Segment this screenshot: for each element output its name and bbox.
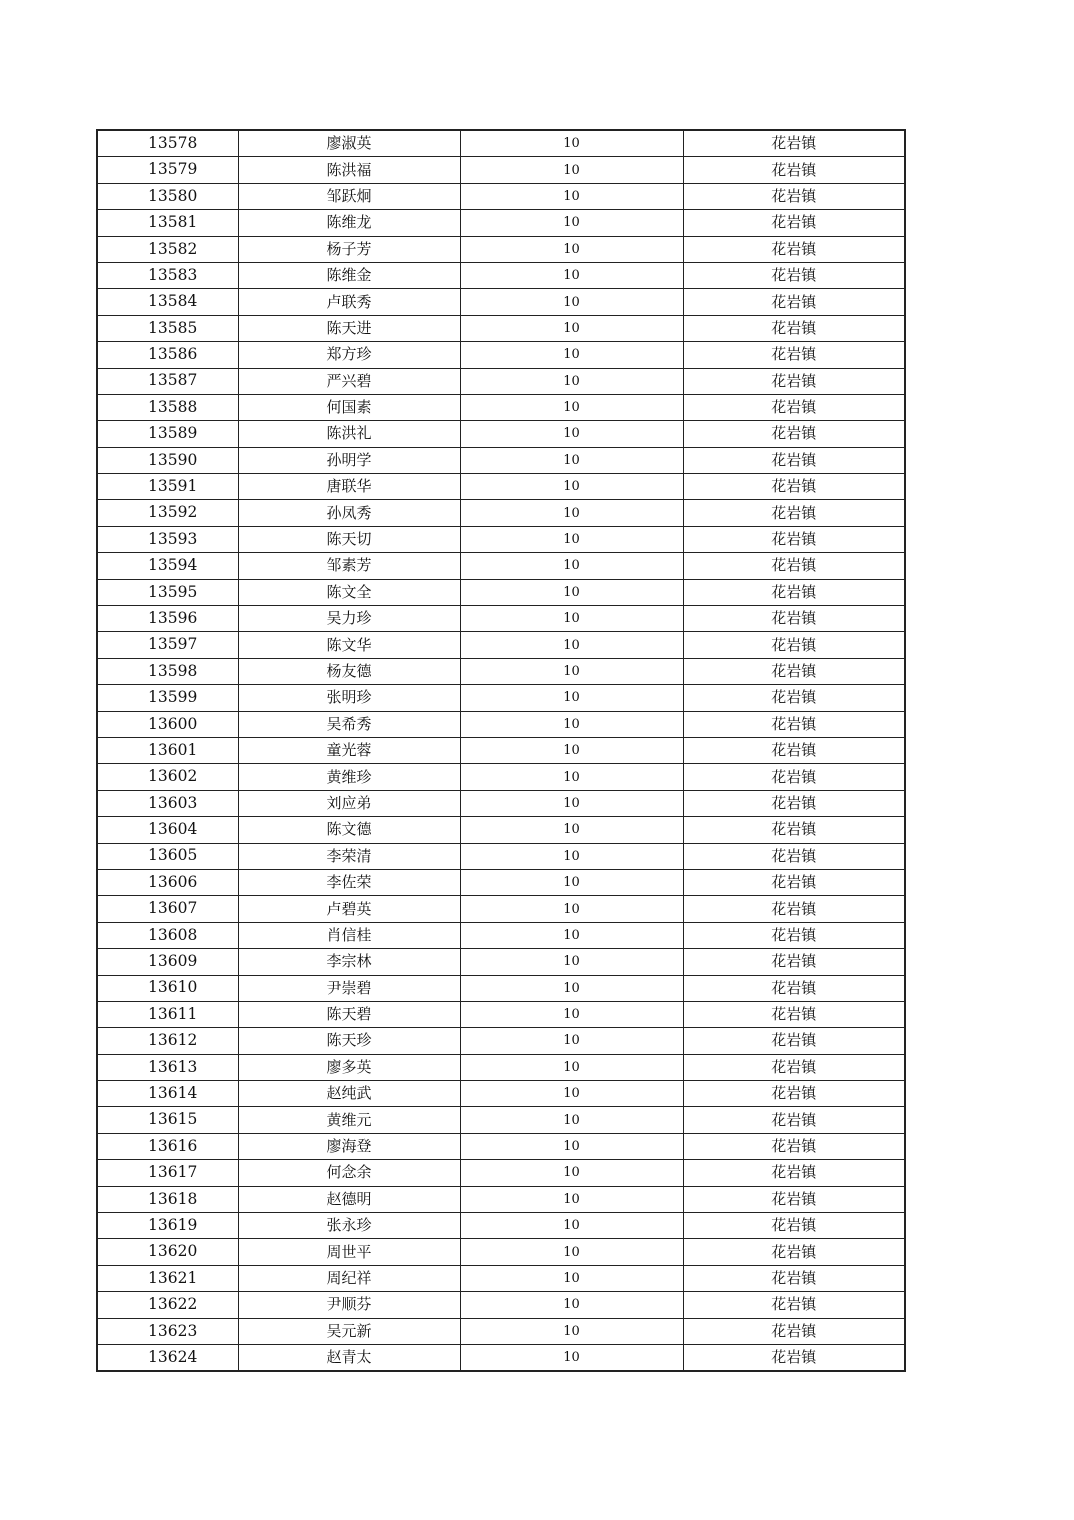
amount-cell: 10 [460, 949, 683, 975]
serial-number-cell: 13614 [97, 1081, 238, 1107]
table-row [97, 342, 905, 368]
table-row [97, 1107, 905, 1133]
amount-cell: 10 [460, 1054, 683, 1080]
serial-number-cell: 13583 [97, 262, 238, 288]
table-row [97, 1160, 905, 1186]
serial-number-cell: 13581 [97, 210, 238, 236]
amount-cell: 10 [460, 1265, 683, 1291]
serial-number-cell: 13589 [97, 421, 238, 447]
serial-number-cell: 13599 [97, 685, 238, 711]
amount-cell: 10 [460, 817, 683, 843]
town-cell: 花岩镇 [683, 1318, 905, 1344]
amount-cell: 10 [460, 1001, 683, 1027]
amount-cell: 10 [460, 843, 683, 869]
table-row [97, 790, 905, 816]
serial-number-cell: 13608 [97, 922, 238, 948]
person-name-cell: 卢碧英 [238, 896, 460, 922]
table-row [97, 632, 905, 658]
amount-cell: 10 [460, 526, 683, 552]
table-row [97, 1054, 905, 1080]
serial-number-cell: 13611 [97, 1001, 238, 1027]
town-cell: 花岩镇 [683, 711, 905, 737]
town-cell: 花岩镇 [683, 368, 905, 394]
person-name-cell: 郑方珍 [238, 342, 460, 368]
table-row [97, 764, 905, 790]
table-row [97, 1344, 905, 1371]
person-name-cell: 肖信桂 [238, 922, 460, 948]
table-row [97, 553, 905, 579]
town-cell: 花岩镇 [683, 474, 905, 500]
town-cell: 花岩镇 [683, 500, 905, 526]
person-name-cell: 何国素 [238, 394, 460, 420]
town-cell: 花岩镇 [683, 289, 905, 315]
person-name-cell: 刘应弟 [238, 790, 460, 816]
serial-number-cell: 13579 [97, 157, 238, 183]
town-cell: 花岩镇 [683, 922, 905, 948]
person-name-cell: 廖淑英 [238, 130, 460, 157]
table-row [97, 1133, 905, 1159]
amount-cell: 10 [460, 500, 683, 526]
person-name-cell: 陈天珍 [238, 1028, 460, 1054]
town-cell: 花岩镇 [683, 737, 905, 763]
amount-cell: 10 [460, 922, 683, 948]
person-name-cell: 张明珍 [238, 685, 460, 711]
town-cell: 花岩镇 [683, 342, 905, 368]
table-row [97, 975, 905, 1001]
serial-number-cell: 13585 [97, 315, 238, 341]
serial-number-cell: 13595 [97, 579, 238, 605]
person-name-cell: 严兴碧 [238, 368, 460, 394]
person-name-cell: 赵纯武 [238, 1081, 460, 1107]
amount-cell: 10 [460, 1081, 683, 1107]
person-name-cell: 李荣清 [238, 843, 460, 869]
town-cell: 花岩镇 [683, 315, 905, 341]
town-cell: 花岩镇 [683, 632, 905, 658]
person-name-cell: 孙明学 [238, 447, 460, 473]
amount-cell: 10 [460, 157, 683, 183]
serial-number-cell: 13590 [97, 447, 238, 473]
amount-cell: 10 [460, 447, 683, 473]
amount-cell: 10 [460, 685, 683, 711]
serial-number-cell: 13594 [97, 553, 238, 579]
town-cell: 花岩镇 [683, 843, 905, 869]
amount-cell: 10 [460, 210, 683, 236]
table-row [97, 1239, 905, 1265]
serial-number-cell: 13604 [97, 817, 238, 843]
amount-cell: 10 [460, 394, 683, 420]
table-row [97, 1186, 905, 1212]
table-row [97, 843, 905, 869]
town-cell: 花岩镇 [683, 447, 905, 473]
serial-number-cell: 13588 [97, 394, 238, 420]
town-cell: 花岩镇 [683, 1001, 905, 1027]
amount-cell: 10 [460, 315, 683, 341]
table-row [97, 658, 905, 684]
table-row [97, 949, 905, 975]
table-row [97, 1292, 905, 1318]
amount-cell: 10 [460, 1160, 683, 1186]
serial-number-cell: 13584 [97, 289, 238, 315]
person-name-cell: 陈天进 [238, 315, 460, 341]
town-cell: 花岩镇 [683, 394, 905, 420]
amount-cell: 10 [460, 474, 683, 500]
serial-number-cell: 13607 [97, 896, 238, 922]
serial-number-cell: 13621 [97, 1265, 238, 1291]
town-cell: 花岩镇 [683, 1292, 905, 1318]
town-cell: 花岩镇 [683, 817, 905, 843]
table-row [97, 130, 905, 157]
serial-number-cell: 13610 [97, 975, 238, 1001]
town-cell: 花岩镇 [683, 130, 905, 157]
amount-cell: 10 [460, 1028, 683, 1054]
person-name-cell: 杨子芳 [238, 236, 460, 262]
town-cell: 花岩镇 [683, 1160, 905, 1186]
town-cell: 花岩镇 [683, 1081, 905, 1107]
table-row [97, 896, 905, 922]
town-cell: 花岩镇 [683, 553, 905, 579]
table-row [97, 368, 905, 394]
person-name-cell: 周世平 [238, 1239, 460, 1265]
serial-number-cell: 13617 [97, 1160, 238, 1186]
amount-cell: 10 [460, 183, 683, 209]
table-row [97, 289, 905, 315]
town-cell: 花岩镇 [683, 975, 905, 1001]
amount-cell: 10 [460, 975, 683, 1001]
person-name-cell: 吴元新 [238, 1318, 460, 1344]
serial-number-cell: 13620 [97, 1239, 238, 1265]
amount-cell: 10 [460, 1133, 683, 1159]
person-name-cell: 童光蓉 [238, 737, 460, 763]
serial-number-cell: 13591 [97, 474, 238, 500]
person-name-cell: 黄维珍 [238, 764, 460, 790]
serial-number-cell: 13609 [97, 949, 238, 975]
town-cell: 花岩镇 [683, 262, 905, 288]
serial-number-cell: 13582 [97, 236, 238, 262]
serial-number-cell: 13593 [97, 526, 238, 552]
amount-cell: 10 [460, 289, 683, 315]
table-row [97, 579, 905, 605]
serial-number-cell: 13616 [97, 1133, 238, 1159]
table-row [97, 500, 905, 526]
amount-cell: 10 [460, 1239, 683, 1265]
amount-cell: 10 [460, 737, 683, 763]
table-row [97, 526, 905, 552]
person-name-cell: 陈维龙 [238, 210, 460, 236]
person-name-cell: 黄维元 [238, 1107, 460, 1133]
town-cell: 花岩镇 [683, 790, 905, 816]
table-row [97, 421, 905, 447]
serial-number-cell: 13606 [97, 869, 238, 895]
serial-number-cell: 13603 [97, 790, 238, 816]
amount-cell: 10 [460, 1318, 683, 1344]
serial-number-cell: 13600 [97, 711, 238, 737]
serial-number-cell: 13596 [97, 606, 238, 632]
person-name-cell: 尹崇碧 [238, 975, 460, 1001]
table-row [97, 869, 905, 895]
town-cell: 花岩镇 [683, 1344, 905, 1371]
person-name-cell: 陈维金 [238, 262, 460, 288]
amount-cell: 10 [460, 579, 683, 605]
town-cell: 花岩镇 [683, 1107, 905, 1133]
person-name-cell: 张永珍 [238, 1213, 460, 1239]
town-cell: 花岩镇 [683, 183, 905, 209]
person-name-cell: 何念余 [238, 1160, 460, 1186]
town-cell: 花岩镇 [683, 236, 905, 262]
table-row [97, 1265, 905, 1291]
serial-number-cell: 13587 [97, 368, 238, 394]
person-name-cell: 陈洪礼 [238, 421, 460, 447]
table-row [97, 737, 905, 763]
amount-cell: 10 [460, 790, 683, 816]
town-cell: 花岩镇 [683, 869, 905, 895]
table-row [97, 1081, 905, 1107]
town-cell: 花岩镇 [683, 1186, 905, 1212]
serial-number-cell: 13615 [97, 1107, 238, 1133]
town-cell: 花岩镇 [683, 579, 905, 605]
table-row [97, 1318, 905, 1344]
person-name-cell: 陈天碧 [238, 1001, 460, 1027]
table-row [97, 262, 905, 288]
amount-cell: 10 [460, 1344, 683, 1371]
town-cell: 花岩镇 [683, 210, 905, 236]
person-name-cell: 陈文华 [238, 632, 460, 658]
amount-cell: 10 [460, 553, 683, 579]
table-row [97, 447, 905, 473]
serial-number-cell: 13623 [97, 1318, 238, 1344]
amount-cell: 10 [460, 236, 683, 262]
person-name-cell: 廖海登 [238, 1133, 460, 1159]
amount-cell: 10 [460, 896, 683, 922]
serial-number-cell: 13624 [97, 1344, 238, 1371]
person-name-cell: 陈天切 [238, 526, 460, 552]
serial-number-cell: 13619 [97, 1213, 238, 1239]
town-cell: 花岩镇 [683, 421, 905, 447]
serial-number-cell: 13580 [97, 183, 238, 209]
town-cell: 花岩镇 [683, 157, 905, 183]
serial-number-cell: 13618 [97, 1186, 238, 1212]
person-name-cell: 李宗林 [238, 949, 460, 975]
town-cell: 花岩镇 [683, 658, 905, 684]
roster-table [96, 129, 906, 1372]
person-name-cell: 廖多英 [238, 1054, 460, 1080]
person-name-cell: 李佐荣 [238, 869, 460, 895]
table-row [97, 685, 905, 711]
amount-cell: 10 [460, 764, 683, 790]
amount-cell: 10 [460, 130, 683, 157]
town-cell: 花岩镇 [683, 1265, 905, 1291]
table-row [97, 183, 905, 209]
serial-number-cell: 13612 [97, 1028, 238, 1054]
serial-number-cell: 13597 [97, 632, 238, 658]
amount-cell: 10 [460, 342, 683, 368]
table-row [97, 817, 905, 843]
table-row [97, 1213, 905, 1239]
serial-number-cell: 13578 [97, 130, 238, 157]
person-name-cell: 周纪祥 [238, 1265, 460, 1291]
table-row [97, 474, 905, 500]
person-name-cell: 唐联华 [238, 474, 460, 500]
town-cell: 花岩镇 [683, 1054, 905, 1080]
amount-cell: 10 [460, 262, 683, 288]
amount-cell: 10 [460, 1292, 683, 1318]
person-name-cell: 陈文德 [238, 817, 460, 843]
table-row [97, 157, 905, 183]
table-row [97, 606, 905, 632]
person-name-cell: 孙凤秀 [238, 500, 460, 526]
person-name-cell: 吴希秀 [238, 711, 460, 737]
person-name-cell: 杨友德 [238, 658, 460, 684]
serial-number-cell: 13622 [97, 1292, 238, 1318]
person-name-cell: 邹素芳 [238, 553, 460, 579]
town-cell: 花岩镇 [683, 949, 905, 975]
person-name-cell: 吴力珍 [238, 606, 460, 632]
person-name-cell: 卢联秀 [238, 289, 460, 315]
table-row [97, 711, 905, 737]
table-row [97, 922, 905, 948]
table-row [97, 1001, 905, 1027]
person-name-cell: 赵青太 [238, 1344, 460, 1371]
person-name-cell: 赵德明 [238, 1186, 460, 1212]
amount-cell: 10 [460, 711, 683, 737]
person-name-cell: 陈文全 [238, 579, 460, 605]
town-cell: 花岩镇 [683, 606, 905, 632]
town-cell: 花岩镇 [683, 896, 905, 922]
amount-cell: 10 [460, 632, 683, 658]
amount-cell: 10 [460, 1186, 683, 1212]
person-name-cell: 尹顺芬 [238, 1292, 460, 1318]
table-row [97, 1028, 905, 1054]
town-cell: 花岩镇 [683, 685, 905, 711]
amount-cell: 10 [460, 1213, 683, 1239]
amount-cell: 10 [460, 1107, 683, 1133]
person-name-cell: 邹跃炯 [238, 183, 460, 209]
table-row [97, 315, 905, 341]
amount-cell: 10 [460, 421, 683, 447]
serial-number-cell: 13592 [97, 500, 238, 526]
town-cell: 花岩镇 [683, 1028, 905, 1054]
table-row [97, 394, 905, 420]
person-name-cell: 陈洪福 [238, 157, 460, 183]
town-cell: 花岩镇 [683, 1133, 905, 1159]
amount-cell: 10 [460, 368, 683, 394]
amount-cell: 10 [460, 658, 683, 684]
roster-table-body [97, 130, 905, 1371]
serial-number-cell: 13601 [97, 737, 238, 763]
serial-number-cell: 13586 [97, 342, 238, 368]
amount-cell: 10 [460, 869, 683, 895]
table-row [97, 210, 905, 236]
town-cell: 花岩镇 [683, 1239, 905, 1265]
town-cell: 花岩镇 [683, 764, 905, 790]
serial-number-cell: 13613 [97, 1054, 238, 1080]
serial-number-cell: 13598 [97, 658, 238, 684]
serial-number-cell: 13602 [97, 764, 238, 790]
serial-number-cell: 13605 [97, 843, 238, 869]
amount-cell: 10 [460, 606, 683, 632]
town-cell: 花岩镇 [683, 526, 905, 552]
table-row [97, 236, 905, 262]
town-cell: 花岩镇 [683, 1213, 905, 1239]
